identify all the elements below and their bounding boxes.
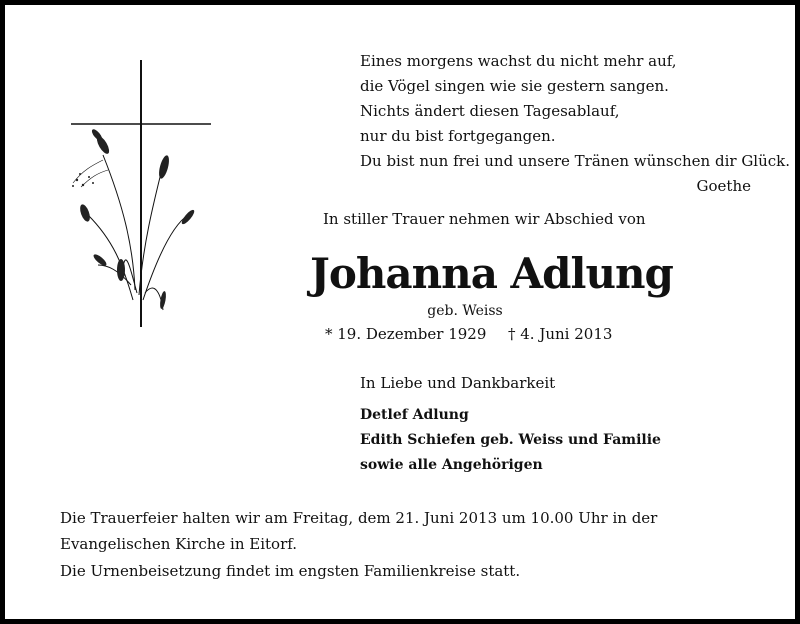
mourner: sowie alle Angehörigen — [360, 457, 543, 473]
ceremony-text: Die Trauerfeier halten wir am Freitag, dem 21. Juni 2013 um 10.00 Uhr in der Evangelischen Kirche in Eitorf. — [60, 509, 658, 553]
poem-line: Nichts ändert diesen Tagesablauf, — [360, 102, 620, 120]
poem-author: Goethe — [696, 177, 751, 195]
cross-with-wheat-icon — [63, 55, 223, 335]
poem — [360, 49, 791, 195]
intro-text: In stiller Trauer nehmen wir Abschied von — [323, 210, 646, 228]
poem-line: Eines morgens wachst du nicht mehr auf, — [360, 52, 677, 70]
poem-line: Du bist nun frei und unsere Tränen wünschen dir Glück. — [360, 152, 791, 170]
death-date: † 4. Juni 2013 — [508, 325, 613, 343]
birth-date: * 19. Dezember 1929 — [325, 325, 487, 343]
poem-line: nur du bist fortgegangen. — [360, 127, 556, 145]
mourner: Detlef Adlung — [360, 407, 469, 423]
maiden-name: geb. Weiss — [427, 303, 503, 319]
mourner: Edith Schiefen geb. Weiss und Familie — [360, 432, 661, 448]
urn-burial-text: Die Urnenbeisetzung findet im engsten Familienkreise statt. — [60, 562, 521, 580]
poem-line: die Vögel singen wie sie gestern sangen. — [360, 77, 669, 95]
deceased-name: Johanna Adlung — [310, 249, 673, 298]
thanks-text: In Liebe und Dankbarkeit — [360, 374, 556, 392]
mourners-list — [360, 403, 661, 478]
